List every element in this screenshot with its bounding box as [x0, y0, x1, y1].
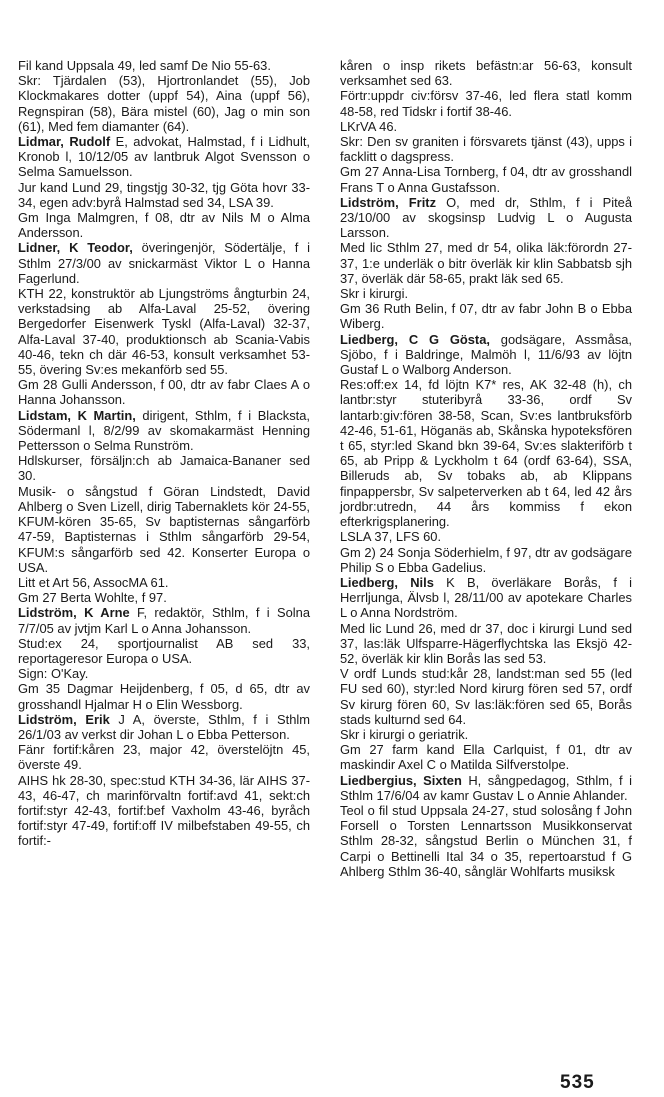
- entry: Stud:ex 24, sportjournalist AB sed 33, reportageresor Europa o USA.: [18, 635, 310, 666]
- entry: Lidström, Fritz O, med dr, Sthlm, f i Piteå 23/10/00 av skogsinsp Ludvig L o Augusta Larsson.: [340, 194, 632, 241]
- entry: Skr: Tjärdalen (53), Hjortronlandet (55), Job Klockmakares dotter (uppf 54), Aina (uppf 56), Regnspiran (58), Bära mistel (60), Jag o min son (61), Med fem diamanter (64).: [18, 73, 310, 134]
- entry: Gm Inga Malmgren, f 08, dtr av Nils M o Alma Andersson.: [18, 210, 310, 241]
- entry-name: Lidner, K Teodor,: [18, 240, 133, 256]
- entry: Lidström, Erik J A, överste, Sthlm, f i Sthlm 26/1/03 av verkst dir Johan L o Ebba Petterson.: [18, 711, 310, 742]
- entry: Hdlskurser, försäljn:ch ab Jamaica-Bananer sed 30.: [18, 453, 310, 484]
- entry: Gm 35 Dagmar Heijdenberg, f 05, d 65, dtr av grosshandl Hjalmar H o Elin Wessborg.: [18, 681, 310, 712]
- entry: Lidmar, Rudolf E, advokat, Halmstad, f i Lidhult, Kronob l, 10/12/05 av lantbruk Algot Svensson o Selma Samuelsson.: [18, 134, 310, 180]
- entry: Musik- o sångstud f Göran Lindstedt, David Ahlberg o Sven Lizell, dirig Tabernaklets kör 24-55, KFUM-kören 35-65, Sv baptisternas sångarförb 47-59, Baptisternas i Sthlm sångarförb 29-54, KFUM:s sångarförb sed 42. Konserter Europa o USA.: [18, 483, 310, 575]
- entry: Skr i kirurgi o geriatrik.: [340, 726, 469, 742]
- right-column: [340, 58, 632, 879]
- entry: kåren o insp rikets befästn:ar 56-63, konsult verksamhet sed 63.: [340, 58, 632, 89]
- left-column: [18, 58, 310, 849]
- page-number: 535: [560, 1072, 595, 1093]
- entry: Med lic Lund 26, med dr 37, doc i kirurgi Lund sed 37, las:läk Ulfsparre-Hägerflychtska las Eksjö 42-52, överläk kir klin Borås las sed 53.: [340, 620, 632, 666]
- entry: AIHS hk 28-30, spec:stud KTH 34-36, lär AIHS 37-43, 46-47, ch marinförvaltn fortif:avd 41, sekt:ch fortif:styr 42-43, fortif:bef Vaxholm 43-46, byråch fortif:styr 47-49, fortif:off IV milbefstaben 49-55, ch fortif:-: [18, 772, 310, 849]
- entry: Jur kand Lund 29, tingstjg 30-32, tjg Göta hovr 33-34, egen adv:byrå Halmstad sed 34, LSA 39.: [18, 179, 310, 210]
- entry: Fil kand Uppsala 49, led samf De Nio 55-63.: [18, 58, 271, 73]
- entry: Liedberg, Nils K B, överläkare Borås, f i Herrljunga, Älvsb l, 28/11/00 av apotekare Charles L o Anna Nordström.: [340, 574, 632, 621]
- entry: Lidstam, K Martin, dirigent, Sthlm, f i Blacksta, Södermanl l, 8/2/99 av skomakarmäst Henning Pettersson o Selma Runström.: [18, 407, 310, 454]
- entry-name: Lidström, K Arne: [18, 605, 130, 621]
- entry: Skr i kirurgi.: [340, 286, 409, 302]
- entry: Fänr fortif:kåren 23, major 42, överstelöjtn 45, överste 49.: [18, 742, 310, 773]
- entry: KTH 22, konstruktör ab Ljungströms ångturbin 24, verkstadsing ab Alfa-Laval 25-52, övering Bergedorfer Eisenwerk Tyskl (Alfa-Laval) 32-37, Alfa-Laval 37-40, produktionsch ab Scania-Vabis 40-46, tekn ch där 46-53, konsult verksamhet 53-55, övering Sv:es mekanförb sed 55.: [18, 286, 310, 378]
- entry: LSLA 37, LFS 60.: [340, 529, 442, 545]
- entry-name: Lidstam, K Martin,: [18, 407, 136, 423]
- entry: Sign: O'Kay.: [18, 666, 89, 682]
- entry-name: Liedberg, Nils: [340, 574, 434, 590]
- entry: Lidner, K Teodor, överingenjör, Södertälje, f i Sthlm 27/3/00 av snickarmäst Viktor L o Hanna Fagerlund.: [18, 240, 310, 286]
- entry-name: Lidmar, Rudolf: [18, 134, 111, 150]
- entry: Förtr:uppdr civ:försv 37-46, led flera statl komm 48-58, red Tidskr i fortif 38-46.: [340, 88, 632, 119]
- entry-name: Liedbergius, Sixten: [340, 772, 462, 788]
- entry: V ordf Lunds stud:kår 28, landst:man sed 55 (led FU sed 60), styr:led Nord kirurg fören sed 57, ordf Sv kirurg fören 60, Sv las:läk:fören sed 65, Borås stads kulturnd sed 64.: [340, 666, 632, 727]
- entry: Gm 27 Berta Wohlte, f 97.: [18, 590, 167, 606]
- entry: Lidström, K Arne F, redaktör, Sthlm, f i Solna 7/7/05 av jvtjm Karl L o Anna Johansson.: [18, 605, 310, 636]
- entry: Teol o fil stud Uppsala 24-27, stud solosång f John Forsell o Torsten Lennartsson Musikkonservat Sthlm 28-32, sångstud Berlin o München 31, f Carpi o Bettinelli Ital 34 o 35, repertoarstud f G Ahlberg Sthlm 36-40, sånglär Wohlfarts musiksk: [340, 802, 632, 879]
- entry: Skr: Den sv graniten i försvarets tjänst (43), upps i facklitt o dagspress.: [340, 134, 632, 165]
- entry: Gm 27 Anna-Lisa Tornberg, f 04, dtr av grosshandl Frans T o Anna Gustafsson.: [340, 164, 632, 195]
- entry: Gm 28 Gulli Andersson, f 00, dtr av fabr Claes A o Hanna Johansson.: [18, 377, 310, 408]
- entry: LKrVA 46.: [340, 118, 398, 134]
- entry: Gm 2) 24 Sonja Söderhielm, f 97, dtr av godsägare Philip S o Ebba Gadelius.: [340, 544, 632, 575]
- entry: Res:off:ex 14, fd löjtn K7* res, AK 32-48 (h), ch lantbr:styr stuteribyrå 33-36, ordf Sv lantarb:giv:fören 38-58, Scan, Sv:es lantbruksförb 42-46, 51-61, Höganäs ab, Skånska hypoteksfören t 65, styr:led Skand bkn 39-64, Sv:es slakteriförb t 65, ab Pripp & Lyckholm t 64 (ordf 63-64), SSA, Billeruds ab, Sv tobaks ab, ab Klippans finpappersbr, Sv salpeterverken ab t 64, led 42 års jordbr:utredn, 44 års kommiss f ekon efterkrigsplanering.: [340, 377, 632, 530]
- entry: Liedbergius, Sixten H, sångpedagog, Sthlm, f i Sthlm 17/6/04 av kamr Gustav L o Annie Ahlander.: [340, 772, 632, 803]
- entry: Litt et Art 56, AssocMA 61.: [18, 574, 169, 590]
- entry: Gm 36 Ruth Belin, f 07, dtr av fabr John B o Ebba Wiberg.: [340, 301, 632, 332]
- entry: Gm 27 farm kand Ella Carlquist, f 01, dtr av maskindir Axel C o Matilda Silfverstolpe.: [340, 742, 632, 773]
- entry: Med lic Sthlm 27, med dr 54, olika läk:förordn 27-37, 1:e underläk o bitr överläk kir klin Sabbatsb sjh 37, överläk där 58-65, prakt läk sed 65.: [340, 240, 632, 286]
- entry-name: Liedberg, C G Gösta,: [340, 331, 490, 347]
- entry-name: Lidström, Fritz: [340, 194, 437, 210]
- entry: Liedberg, C G Gösta, godsägare, Assmåsa, Sjöbo, f i Baldringe, Malmöh l, 11/6/93 av löjtn Gustaf L o Walborg Anderson.: [340, 331, 632, 378]
- entry-name: Lidström, Erik: [18, 711, 110, 727]
